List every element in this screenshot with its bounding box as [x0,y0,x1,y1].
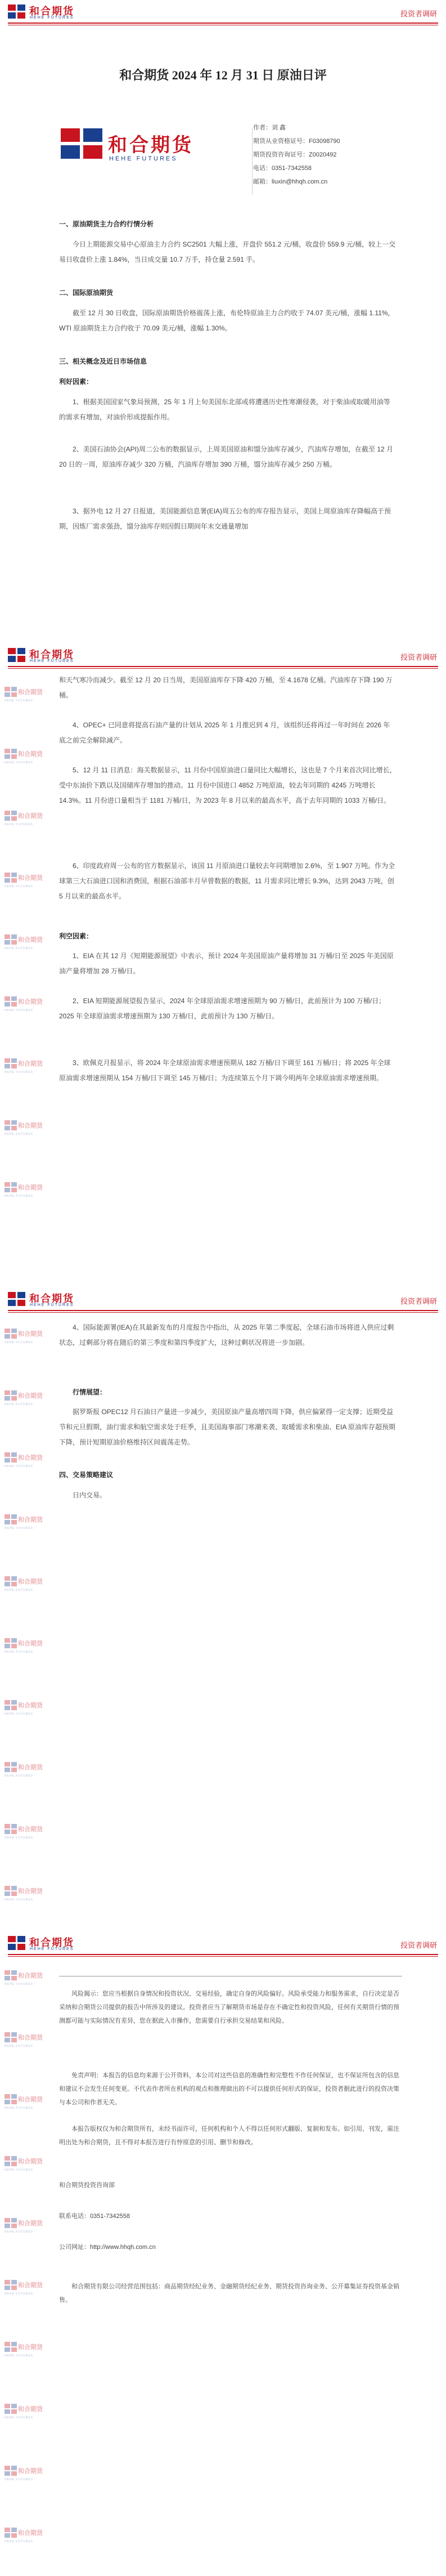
company-logo [61,128,193,173]
brand-name: 和合期货 [29,1293,74,1304]
watermark-logo-icon [4,2032,43,2051]
watermark-brand-english: HEHE FUTURES [4,885,33,888]
header-right-label: 投资者调研 [400,653,437,661]
header-right-label: 投资者调研 [400,1941,437,1949]
watermark-strip [0,1959,43,2550]
watermark-brand-english: HEHE FUTURES [4,1195,33,1198]
bearish-4: 4、国际能源署(IEA)在其最新发布的月度报告中指出，从 2025 年第二季度起，全球石油市场将进入供应过剩状态，过剩部分将在随后的第三季度和第四季度扩大，这种过剩状况将进一步加剧。 [59,1323,394,1347]
outlook-text: 据罗斯报 OPEC12 月石油日产量进一步减少，美国原油产量高增四周下降，供应偏紧得一定支撑；近期受益节和元旦假期，油行需求和航空需求处于旺季，且美国海事部门寒潮来袭、取暖需求和柴油、EIA 原油库存超预期下降，预计短期原油价格维持区间震荡走势。 [59,1408,396,1446]
disclaimer-block [59,1987,402,2539]
header-rule [8,666,438,667]
bearish-factors-label: 利空因素： [59,932,93,940]
watermark-brand-english: HEHE FUTURES [4,1527,33,1530]
watermark-brand: 和合期货 [18,2158,43,2165]
watermark-brand-english: HEHE FUTURES [4,2478,33,2481]
watermark-logo-icon [4,749,43,768]
watermark-brand-english: HEHE FUTURES [4,2230,33,2234]
watermark-brand: 和合期货 [18,1826,43,1833]
header-rule [8,23,438,24]
logo-icon [8,1936,26,1951]
watermark-brand: 和合期货 [18,999,43,1005]
watermark-brand-english: HEHE FUTURES [4,1836,33,1840]
header-rule [8,1310,438,1311]
watermark-logo-icon [4,2404,43,2423]
watermark-brand-english: HEHE FUTURES [4,1133,33,1136]
watermark-logo-icon [4,1824,43,1843]
company-website[interactable]: 公司网址：http://www.hhqh.com.cn [59,2244,156,2251]
watermark-brand-english: HEHE FUTURES [4,1403,33,1406]
qualification-2: 期货投资咨询证号：Z0020492 [253,151,337,158]
watermark-brand-english: HEHE FUTURES [4,1589,33,1592]
logo-icon [8,5,26,19]
watermark-brand: 和合期货 [18,1702,43,1709]
brand-english: HEHE FUTURES [30,659,74,663]
author-phone: 电话：0351-7342558 [253,165,312,172]
logo-icon [8,1292,26,1307]
watermark-brand: 和合期货 [18,1122,43,1129]
watermark-logo-icon [4,934,43,954]
company-logo-english: HEHE FUTURES [109,155,178,162]
brand-english: HEHE FUTURES [30,16,74,20]
watermark-brand-english: HEHE FUTURES [4,2416,33,2420]
watermark-brand-english: HEHE FUTURES [4,2045,33,2048]
watermark-brand: 和合期货 [18,1973,43,1979]
watermark-logo-icon [4,996,43,1016]
watermark-brand: 和合期货 [18,1455,43,1461]
section-1-title: 一、原油期货主力合约行情分析 [59,220,154,228]
watermark-strip [0,676,43,1238]
watermark-brand: 和合期货 [18,2096,43,2103]
outlook-label: 行情展望： [73,1388,107,1396]
watermark-brand-english: HEHE FUTURES [4,1712,33,1716]
author-email: 邮箱：liuxin@hhqh.com.cn [253,178,328,185]
header-rule [8,1312,438,1313]
watermark-brand: 和合期货 [18,1517,43,1523]
watermark-brand: 和合期货 [18,751,43,758]
header-right-label: 投资者调研 [400,10,437,18]
watermark-brand-english: HEHE FUTURES [4,1465,33,1468]
disclaimer-statement: 免责声明：本报告的信息均来源于公开资料，本公司对这些信息的准确性和完整性不作任何保证，也不保证所包含的信息和建议不会发生任何变更。不代表作者所在机构的观点和推理做出的不可以提供任何形式的保证，投资者据此进行的投资决策与本公司和作者无关。 [59,2072,399,2106]
watermark-logo-icon [4,2466,43,2485]
page-header-2 [0,643,446,670]
watermark-brand-english: HEHE FUTURES [4,1774,33,1778]
watermark-brand-english: HEHE FUTURES [4,1341,33,1344]
page-3-content [59,1320,397,1714]
page-header-3 [0,1287,446,1314]
bullish-4: 4、OPEC+ 已同意将提高石油产量的计划从 2025 年 1 月推迟到 4 月，该组织还将再过一年时间在 2026 年底之前完全解除减产。 [59,721,390,744]
company-department: 和合期货投资咨询部 [59,2182,115,2189]
brand-name: 和合期货 [29,6,74,17]
author-name: 作者：刘 鑫 [253,124,286,131]
report-title: 和合期货 2024 年 12 月 31 日 原油日评 [119,68,327,82]
bullish-6: 6、印度政府周一公布的官方数据显示，该国 11 月原油进口量较去年同期增加 2.6%，至 1.907 万吨。作为全球第三大石油进口国和消费国，根据石油部丰月早曾数据的数据，11 月需求同比增长 9.3%，达到 2043 万吨，创 5 月以来的最高水平。 [59,862,395,900]
watermark-brand-english: HEHE FUTURES [4,761,33,764]
bearish-2: 2、EIA 短期能源展望报告显示，2024 年全球原油需求增速预期为 90 万桶/日，此前预计为 100 万桶/日；2025 年全球原油需求增速预期为 130 万桶/日，此前预计为 130 万桶/日。 [59,997,386,1020]
watermark-brand: 和合期货 [18,875,43,882]
section-1-text: 今日上期能源交易中心原油主力合约 SC2501 大幅上涨，开盘价 551.2 元/桶，收盘价 559.9 元/桶，较上一交易日收盘价上涨 1.84%，当日成交量 10.7 万手，持仓量 2.591 手。 [59,240,396,263]
header-rule [8,1956,438,1957]
watermark-brand: 和合期货 [18,1578,43,1585]
bearish-3: 3、欧佩克月报显示，将 2024 年全球原油需求增速预期从 182 万桶/日下调至 161 万桶/日；将 2025 年全球原油需求增速预期从 154 万桶/日下调至 145 万桶/日；为连续第五个月下调今明两年全球原油需求增速预期。 [59,1059,391,1082]
watermark-brand: 和合期货 [18,937,43,943]
watermark-logo-icon [4,1886,43,1905]
watermark-brand: 和合期货 [18,1184,43,1191]
watermark-brand: 和合期货 [18,1061,43,1067]
risk-disclosure: 风险揭示：您应当根据自身情况和投资状况、交易经验，确定自身的风险偏好。风险承受能力和服务需求，自行决定是否采纳和合期货公司提供的报告中所涉及的建议。投资者应当了解期货市场是存在不确定性和投资风险，任何有关期货行情的预测都可能与实际情况有差异，您在据此入市操作，您需要自行承担交易结果和风险。 [59,1991,399,2024]
header-rule [8,668,438,669]
strategy-text: 日内交易。 [73,1491,107,1499]
watermark-logo-icon [4,1329,43,1348]
qualification-1: 期货从业资格证号：F03098790 [253,138,340,145]
watermark-brand: 和合期货 [18,2282,43,2289]
brand-english: HEHE FUTURES [30,1303,74,1307]
bearish-1: 1、EIA 在其 12 月《短期能源展望》中表示，预计 2024 年美国原油产量将增加 31 万桶/日至 2025 年美国原油产量将增加 28 万桶/日。 [59,952,394,975]
watermark-brand-english: HEHE FUTURES [4,2107,33,2110]
meta-divider [252,128,253,195]
watermark-brand-english: HEHE FUTURES [4,1071,33,1074]
bullish-factors-label: 利好因素： [59,378,93,386]
watermark-brand: 和合期货 [18,1393,43,1399]
header-right-label: 投资者调研 [400,1297,437,1305]
author-info [253,121,340,189]
section-3-title: 三、相关概念及近日市场信息 [59,357,147,365]
watermark-brand: 和合期货 [18,1888,43,1895]
watermark-logo-icon [4,2342,43,2361]
watermark-brand-english: HEHE FUTURES [4,2292,33,2296]
watermark-brand-english: HEHE FUTURES [4,1983,33,1986]
watermark-logo-icon [4,1182,43,1201]
watermark-brand: 和合期货 [18,1331,43,1338]
watermark-logo-icon [4,1120,43,1139]
page-header-1 [0,0,446,27]
watermark-brand-english: HEHE FUTURES [4,1898,33,1902]
watermark-brand-english: HEHE FUTURES [4,699,33,703]
watermark-brand-english: HEHE FUTURES [4,2540,33,2543]
bullish-1: 1、根据美国国家气象局预测，25 年 1 月上旬美国东北部或将遭遇历史性寒潮侵袭，对于柴油或取暖用油等的需求有增加，对油价形成提振作用。 [59,398,390,421]
watermark-brand: 和合期货 [18,813,43,820]
watermark-brand-english: HEHE FUTURES [4,1009,33,1012]
watermark-logo-icon [4,1638,43,1657]
section-2-text: 截至 12 月 30 日收盘，国际原油期货价格震荡上涨，布伦特原油主力合约收于 74.07 美元/桶，涨幅 1.11%，WTI 原油期货主力合约收于 70.09 美元/桶，涨幅 1.30%。 [59,309,395,332]
watermark-logo-icon [4,1452,43,1472]
watermark-logo-icon [4,2094,43,2113]
section-4-title: 四、交易策略建议 [59,1471,114,1479]
watermark-brand-english: HEHE FUTURES [4,2354,33,2358]
brand-name: 和合期货 [29,649,74,660]
watermark-logo-icon [4,2280,43,2299]
brand-english: HEHE FUTURES [30,1947,74,1951]
watermark-brand: 和合期货 [18,2406,43,2413]
watermark-brand-english: HEHE FUTURES [4,947,33,950]
watermark-brand-english: HEHE FUTURES [4,2168,33,2172]
page-2-content [59,673,397,1213]
watermark-brand: 和合期货 [18,2530,43,2537]
copyright-notice: 本报告版权仅为和合期货所有，未经书面许可，任何机构和个人不得以任何形式翻版、复制和发布。如引用、刊发，需注明出处为和合期货，且不得对本报告进行有悖原意的引用、删节和修改。 [59,2126,399,2146]
page-1-content [59,217,397,633]
watermark-brand: 和合期货 [18,1640,43,1647]
page-header-4 [0,1931,446,1958]
company-logo-name: 和合期货 [108,135,193,156]
bullish-5: 5、12 月 11 日消息：海关数据显示，11 月份中国原油进口量同比大幅增长，这也是 7 个月来首次同比增长，受中东油价下跌以及国储库存增加的推动。11 月份中国进口 4852 万吨原油，较去年同期的 4245 万吨增长 14.3%。11 月份进口量相当于 1181 万桶/日，为 2023 年 8 月以来的最高水平，高于去年同期的 1033 万桶/日。 [59,766,397,804]
bullish-3a: 3、据外电 12 月 27 日报道，美国能源信息署(EIA)周五公布的库存报告显示，美国上周原油库存降幅高于预期，因炼厂需求强劲，馏分油库存则因假日期间年末交通量增加 [59,507,391,530]
watermark-brand: 和合期货 [18,2034,43,2041]
watermark-logo-icon [4,1762,43,1781]
watermark-logo-icon [4,1700,43,1719]
company-phone: 联系电话：0351-7342558 [59,2213,130,2220]
watermark-brand: 和合期货 [18,2220,43,2227]
watermark-logo-icon [4,687,43,706]
watermark-strip [0,1317,43,1908]
watermark-logo-icon [4,1576,43,1595]
watermark-logo-icon [4,873,43,892]
section-2-title: 二、国际原油期货 [59,289,114,297]
watermark-brand-english: HEHE FUTURES [4,1651,33,1654]
watermark-logo-icon [4,2218,43,2237]
bullish-2: 2、美国石油协会(API)周二公布的数据显示，上周美国原油和馏分油库存减少，汽油库存增加，在截至 12 月 20 日的一周，原油库存减少 320 万桶，汽油库存增加 390 万桶，馏分油库存减少 250 万桶。 [59,445,394,468]
company-scope: 和合期货有限公司经营范围包括：商品期货经纪业务、金融期货经纪业务、期货投资咨询业务、公开募集证券投资基金销售。 [59,2283,399,2304]
watermark-logo-icon [4,811,43,830]
watermark-logo-icon [4,2528,43,2547]
watermark-logo-icon [4,1970,43,1989]
bullish-3b: 和天气寒冷而减少。截至 12 月 20 日当周，美国原油库存下降 420 万桶，至 4.1678 亿桶。汽油库存下降 190 万桶。 [59,676,393,699]
watermark-logo-icon [4,1058,43,1077]
logo-icon [8,648,26,663]
watermark-brand-english: HEHE FUTURES [4,823,33,826]
brand-name: 和合期货 [29,1937,74,1948]
watermark-brand: 和合期货 [18,2468,43,2475]
watermark-logo-icon [4,2156,43,2175]
watermark-logo-icon [4,1390,43,1410]
watermark-brand: 和合期货 [18,689,43,696]
watermark-brand: 和合期货 [18,1764,43,1771]
watermark-brand: 和合期货 [18,2344,43,2351]
watermark-logo-icon [4,1514,43,1533]
header-rule [8,1954,438,1955]
